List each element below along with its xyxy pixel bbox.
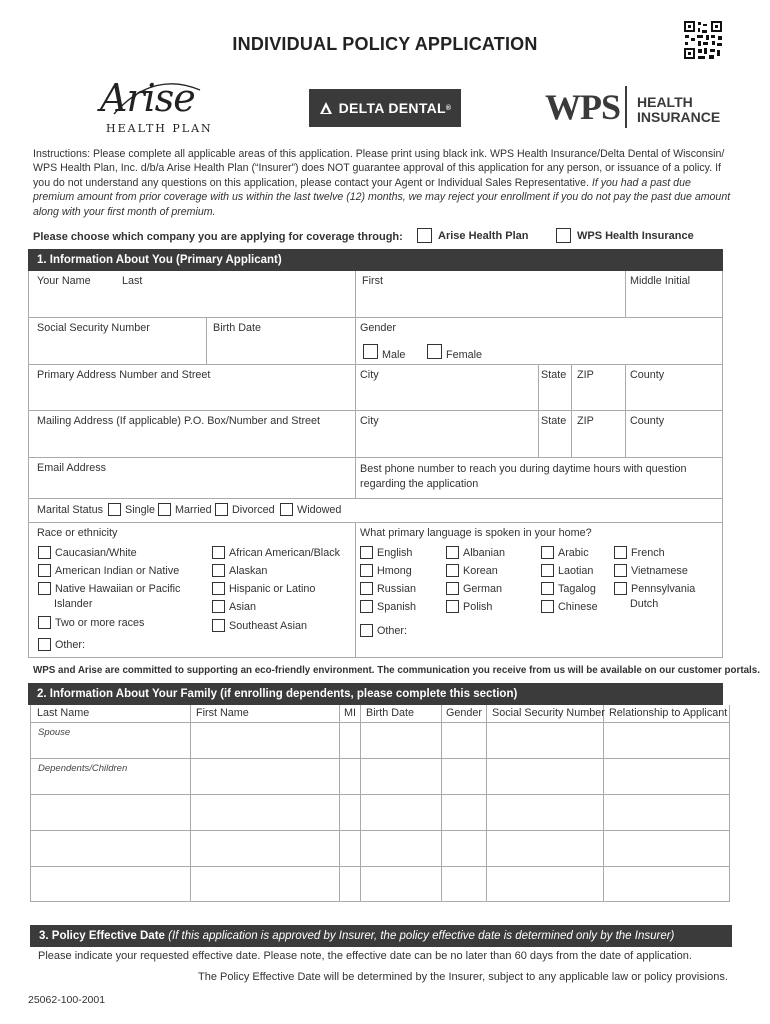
ssn-label: Social Security Number [37, 322, 150, 334]
col-divider [625, 271, 626, 317]
email-label: Email Address [37, 462, 107, 474]
section2-title: 2. Information About Your Family (if enrolling dependents, please complete this section) [37, 688, 518, 700]
lang-arabic-option[interactable] [541, 546, 589, 559]
form-code: 25062-100-2001 [28, 994, 106, 1006]
pennsylvania-label: Pennsylvania [631, 582, 696, 595]
french-checkbox[interactable] [614, 546, 627, 559]
primary-address-label: Primary Address Number and Street [37, 369, 211, 381]
single-label: Single [125, 503, 156, 516]
col-divider [538, 364, 539, 457]
lang-english-option[interactable] [360, 546, 412, 559]
col-divider [603, 705, 604, 902]
chinese-label: Chinese [558, 600, 598, 613]
delta-dental-text: DELTA DENTAL [338, 100, 446, 116]
arabic-checkbox[interactable] [541, 546, 554, 559]
mailing-city-label: City [360, 415, 379, 427]
korean-checkbox[interactable] [446, 564, 459, 577]
arise-choice-label: Arise Health Plan [438, 229, 529, 242]
german-checkbox[interactable] [446, 582, 459, 595]
row-divider [30, 794, 730, 795]
row-divider [28, 317, 723, 318]
spanish-label: Spanish [377, 600, 417, 613]
col-mi: MI [344, 707, 356, 719]
delta-dental-mark: ® [445, 104, 452, 112]
polish-label: Polish [463, 600, 493, 613]
female-label: Female [446, 349, 483, 361]
native-hawaiian-checkbox[interactable] [38, 582, 51, 595]
section3-title-italic: (If this application is approved by Insurer, the policy effective date is determined only by the Insurer) [168, 930, 675, 942]
section1-header [28, 249, 723, 271]
row-divider [30, 758, 730, 759]
married-label: Married [175, 503, 212, 516]
col-relationship: Relationship to Applicant [609, 707, 728, 719]
row-divider [30, 866, 730, 867]
lang-other-option[interactable] [360, 624, 407, 637]
middle-initial-label: Middle Initial [630, 275, 691, 287]
race-native-hawaiian-option[interactable] [38, 582, 180, 595]
southeast-asian-label: Southeast Asian [229, 619, 308, 632]
southeast-asian-checkbox[interactable] [212, 619, 225, 632]
pennsylvania-checkbox[interactable] [614, 582, 627, 595]
lang-russian-option[interactable] [360, 582, 416, 595]
instructions [33, 147, 733, 219]
french-label: French [631, 546, 665, 559]
female-checkbox[interactable] [427, 344, 442, 359]
marital-married-option[interactable] [158, 503, 212, 516]
race-other-label: Other: [55, 638, 86, 651]
arabic-label: Arabic [558, 546, 589, 559]
lang-spanish-option[interactable] [360, 600, 416, 613]
lang-german-option[interactable] [446, 582, 502, 595]
dependents-row-label: Dependents/Children [38, 763, 128, 774]
two-or-more-checkbox[interactable] [38, 616, 51, 629]
race-asian-option[interactable] [212, 600, 256, 613]
row-divider [28, 410, 723, 411]
married-checkbox[interactable] [158, 503, 171, 516]
row-divider [30, 830, 730, 831]
col-divider [625, 364, 626, 457]
male-checkbox[interactable] [363, 344, 378, 359]
marital-widowed-option[interactable] [280, 503, 341, 516]
effective-date-note: The Policy Effective Date will be determined by the Insurer, subject to any applicable law or policy provisions. [198, 971, 728, 983]
race-hispanic-option[interactable] [212, 582, 315, 595]
delta-dental-logo [309, 89, 461, 127]
race-label: Race or ethnicity [37, 527, 118, 539]
col-divider [441, 705, 442, 902]
alaskan-label: Alaskan [229, 564, 268, 577]
russian-label: Russian [377, 582, 417, 595]
instructions-text: Instructions: Please complete all applicable areas of this application. Please print using black ink. WPS Health Insurance/Delta Dental of Wisconsin/ WPS Health Plan, Inc. d/b/a Arise Health Plan (“Insurer”) does NOT guarantee approval of this application for any person, or issuance of a policy. If you do not understand any questions on this application, please contact your Agent or Individual Sales Representative. [33, 148, 725, 189]
race-other-option[interactable] [38, 638, 85, 651]
col-divider [355, 457, 356, 498]
spouse-row-label: Spouse [38, 727, 71, 738]
lang-other-label: Other: [377, 624, 408, 637]
lang-other-checkbox[interactable] [360, 624, 373, 637]
arise-logo-script: Arise [100, 76, 195, 120]
lang-tagalog-option[interactable] [541, 582, 596, 595]
city-label: City [360, 369, 379, 381]
albanian-checkbox[interactable] [446, 546, 459, 559]
mailing-state-label: State [541, 415, 567, 427]
row-divider [28, 364, 723, 365]
col-divider [190, 705, 191, 902]
race-african-american-option[interactable] [212, 546, 340, 559]
language-label: What primary language is spoken in your home? [360, 527, 592, 539]
lang-hmong-option[interactable] [360, 564, 412, 577]
wps-choice[interactable] [556, 228, 694, 243]
lang-albanian-option[interactable] [446, 546, 505, 559]
lang-korean-option[interactable] [446, 564, 498, 577]
tagalog-checkbox[interactable] [541, 582, 554, 595]
race-american-indian-option[interactable] [38, 564, 179, 577]
col-divider [360, 705, 361, 902]
eco-friendly-note: WPS and Arise are committed to supporting an eco-friendly environment. The communication you receive from us will be available on our customer portals. [33, 665, 760, 676]
race-two-or-more-option[interactable] [38, 616, 144, 629]
american-indian-label: American Indian or Native [55, 564, 180, 577]
vietnamese-checkbox[interactable] [614, 564, 627, 577]
section2-header [28, 683, 723, 705]
gender-male-option[interactable] [363, 341, 405, 361]
mailing-county-label: County [630, 415, 665, 427]
hispanic-label: Hispanic or Latino [229, 582, 316, 595]
phone-label: Best phone number to reach you during daytime hours with question regarding the application [360, 463, 687, 490]
widowed-checkbox[interactable] [280, 503, 293, 516]
laotian-checkbox[interactable] [541, 564, 554, 577]
col-first-name: First Name [196, 707, 249, 719]
lang-chinese-option[interactable] [541, 600, 598, 613]
arise-swoosh-icon [112, 76, 202, 126]
col-divider [571, 364, 572, 457]
wps-logo-text: WPS [545, 87, 621, 127]
marital-divorced-option[interactable] [215, 503, 275, 516]
col-divider [206, 317, 207, 364]
divorced-checkbox[interactable] [215, 503, 228, 516]
wps-checkbox[interactable] [556, 228, 571, 243]
male-label: Male [382, 349, 406, 361]
korean-label: Korean [463, 564, 498, 577]
section1-title: 1. Information About You (Primary Applicant) [37, 254, 282, 266]
col-ssn: Social Security Number [492, 707, 605, 719]
state-label: State [541, 369, 567, 381]
caucasian-label: Caucasian/White [55, 546, 137, 559]
zip-label: ZIP [577, 369, 594, 381]
county-label: County [630, 369, 665, 381]
section3-title-bold: 3. Policy Effective Date [39, 930, 165, 942]
lang-vietnamese-option[interactable] [614, 564, 688, 577]
albanian-label: Albanian [463, 546, 506, 559]
german-label: German [463, 582, 503, 595]
tagalog-label: Tagalog [558, 582, 596, 595]
hmong-label: Hmong [377, 564, 412, 577]
lang-laotian-option[interactable] [541, 564, 593, 577]
islander-label: Islander [54, 598, 93, 610]
wps-logo-line1: HEALTH [637, 94, 693, 110]
section3-header [30, 925, 732, 947]
gender-label: Gender [360, 322, 397, 334]
effective-date-instruction: Please indicate your requested effective date. Please note, the effective date can be no later than 60 days from the date of application. [38, 950, 692, 962]
english-checkbox[interactable] [360, 546, 373, 559]
birth-date-label: Birth Date [213, 322, 262, 334]
col-gender: Gender [446, 707, 483, 719]
alaskan-checkbox[interactable] [212, 564, 225, 577]
single-checkbox[interactable] [108, 503, 121, 516]
chinese-checkbox[interactable] [541, 600, 554, 613]
caucasian-checkbox[interactable] [38, 546, 51, 559]
two-or-more-label: Two or more races [55, 616, 145, 629]
qr-code-icon [683, 20, 723, 60]
laotian-label: Laotian [558, 564, 594, 577]
family-table [30, 705, 730, 902]
row-divider [28, 457, 723, 458]
lang-pennsylvania-option[interactable] [614, 582, 695, 595]
race-other-checkbox[interactable] [38, 638, 51, 651]
marital-status-label: Marital Status [37, 504, 104, 516]
col-divider [355, 364, 356, 457]
page-title: INDIVIDUAL POLICY APPLICATION [232, 34, 538, 54]
col-divider [486, 705, 487, 902]
mailing-address-label: Mailing Address (If applicable) P.O. Box/Number and Street [37, 415, 321, 427]
widowed-label: Widowed [297, 503, 342, 516]
spanish-checkbox[interactable] [360, 600, 373, 613]
col-divider [355, 271, 356, 317]
arise-checkbox[interactable] [417, 228, 432, 243]
company-choice-prompt: Please choose which company you are applying for coverage through: [33, 231, 403, 243]
english-label: English [377, 546, 413, 559]
russian-checkbox[interactable] [360, 582, 373, 595]
african-american-label: African American/Black [229, 546, 341, 559]
col-divider [339, 705, 340, 902]
mailing-zip-label: ZIP [577, 415, 594, 427]
row-divider [28, 498, 723, 499]
wps-choice-label: WPS Health Insurance [577, 229, 694, 242]
vietnamese-label: Vietnamese [631, 564, 688, 577]
hispanic-checkbox[interactable] [212, 582, 225, 595]
race-alaskan-option[interactable] [212, 564, 267, 577]
lang-polish-option[interactable] [446, 600, 492, 613]
dutch-label: Dutch [630, 598, 659, 610]
gender-female-option[interactable] [427, 341, 482, 361]
col-divider [355, 317, 356, 364]
hmong-checkbox[interactable] [360, 564, 373, 577]
divorced-label: Divorced [232, 503, 275, 516]
race-caucasian-option[interactable] [38, 546, 137, 559]
asian-label: Asian [229, 600, 257, 613]
first-name-label: First [362, 275, 383, 287]
arise-logo-subtitle: HEALTH PLAN [106, 122, 213, 135]
american-indian-checkbox[interactable] [38, 564, 51, 577]
row-divider [30, 722, 730, 723]
marital-single-option[interactable] [108, 503, 155, 516]
lang-french-option[interactable] [614, 546, 665, 559]
african-american-checkbox[interactable] [212, 546, 225, 559]
instructions-italic: If you had a past due premium amount from prior coverage with us within the last twelve (12) months, we may reject your enrollment if you do not pay the past due amount along with your first month of premium. [33, 176, 731, 218]
last-name-label: Last [122, 275, 143, 287]
asian-checkbox[interactable] [212, 600, 225, 613]
col-birth-date: Birth Date [366, 707, 415, 719]
arise-choice[interactable] [417, 228, 528, 243]
race-southeast-asian-option[interactable] [212, 619, 307, 632]
wps-logo-line2: INSURANCE [637, 109, 721, 125]
wps-logo-divider [625, 86, 627, 128]
col-last-name: Last Name [37, 707, 90, 719]
row-divider [28, 522, 723, 523]
delta-triangle-icon [319, 101, 333, 115]
polish-checkbox[interactable] [446, 600, 459, 613]
your-name-label: Your Name [37, 275, 91, 287]
col-divider [355, 522, 356, 658]
native-hawaiian-label: Native Hawaiian or Pacific [55, 582, 181, 595]
